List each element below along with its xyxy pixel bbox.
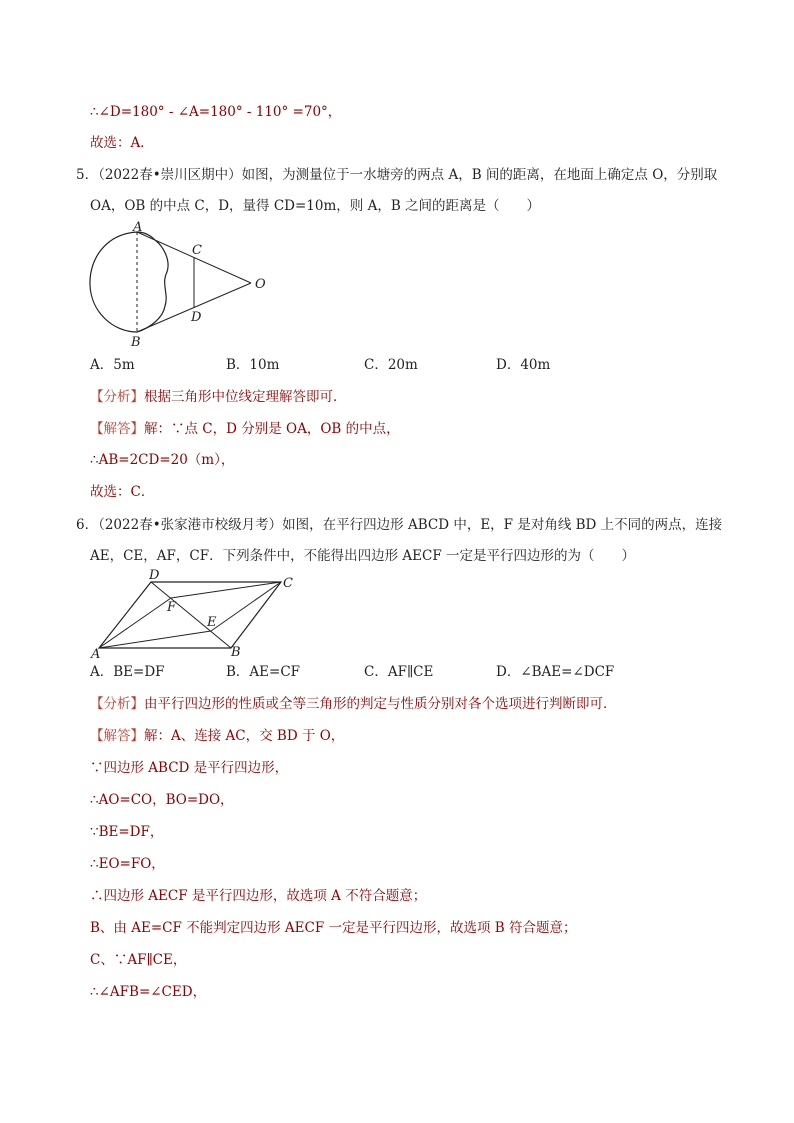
label-E: E: [207, 615, 217, 630]
q6-answer-8: C、∵AF∥CE，: [90, 952, 187, 968]
q5-pond-figure: [85, 220, 275, 350]
q6-analysis: [90, 694, 617, 714]
q6-analysis-text: 由平行四边形的性质或全等三角形的判定与性质分别对各个选项进行判断即可．: [144, 696, 617, 712]
segment-AE: [99, 631, 211, 648]
q5-analysis-tag: 【分析】: [90, 389, 144, 405]
label-B: B: [131, 335, 141, 350]
q5-analysis: [90, 387, 347, 407]
q5-answer-text-1: 解：∵点 C，D 分别是 OA，OB 的中点，: [144, 421, 400, 437]
q6-answer-4: ∵BE=DF，: [90, 824, 164, 840]
q5-answer-tag: 【解答】: [90, 421, 144, 437]
label-C: C: [283, 576, 293, 591]
label-A: A: [133, 220, 143, 235]
q6-analysis-tag: 【分析】: [90, 696, 144, 712]
q5-stem-line-2: OA，OB 的中点 C，D，量得 CD=10m，则 A，B 之间的距离是（ ）: [90, 198, 541, 214]
q6-answer-3: ∴AO=CO，BO=DO，: [90, 792, 234, 808]
pond-outline: [90, 232, 168, 332]
q5-option-b: B．10m: [226, 357, 280, 373]
q6-answer-text-1: 解：A、连接 AC，交 BD 于 O，: [144, 728, 345, 744]
q6-answer-2: ∵四边形 ABCD 是平行四边形，: [90, 760, 289, 776]
q6-option-b: B．AE=CF: [226, 664, 301, 680]
label-D: D: [149, 568, 160, 583]
q5-stem-line-1: 5．（2022春•崇川区期中）如图，为测量位于一水塘旁的两点 A，B 间的距离，在地面上确定点 O，分别取: [76, 167, 718, 183]
label-O: O: [255, 277, 266, 292]
q5-option-c: C．20m: [364, 357, 418, 373]
q5-option-d: D．40m: [496, 357, 551, 373]
q6-answer-1: [90, 726, 344, 746]
q5-answer-2: ∴AB=2CD=20（m），: [90, 452, 235, 468]
label-A: A: [91, 647, 101, 660]
label-C: C: [192, 243, 202, 258]
q6-parallelogram-figure: [85, 568, 305, 660]
label-D: D: [191, 310, 202, 325]
prev-line-2: 故选：A．: [90, 135, 154, 151]
q5-answer-3: 故选：C．: [90, 484, 155, 500]
q6-answer-9: ∴∠AFB=∠CED，: [90, 984, 207, 1000]
q6-stem-line-2: AE，CE，AF，CF．下列条件中，不能得出四边形 AECF 一定是平行四边形的为（ ）: [90, 548, 635, 564]
q6-option-d: D．∠BAE=∠DCF: [496, 664, 615, 680]
q5-answer-1: [90, 419, 400, 439]
segment-AF: [99, 598, 171, 648]
q6-option-c: C．AF∥CE: [364, 664, 434, 680]
label-F: F: [167, 600, 177, 615]
label-B: B: [231, 645, 241, 660]
q6-answer-5: ∴EO=FO，: [90, 856, 165, 872]
q6-option-a: A．BE=DF: [90, 664, 165, 680]
q6-stem-line-1: 6．（2022春•张家港市校级月考）如图，在平行四边形 ABCD 中，E，F 是对角线 BD 上不同的两点，连接: [76, 517, 723, 533]
prev-line-1: ∴∠D=180° - ∠A=180° - 110° =70°，: [90, 104, 342, 120]
q5-option-a: A．5m: [90, 357, 135, 373]
q5-analysis-text: 根据三角形中位线定理解答即可．: [144, 389, 347, 405]
segment-CE: [211, 582, 281, 631]
q6-answer-7: B、由 AE=CF 不能判定四边形 AECF 一定是平行四边形，故选项 B 符合题意；: [90, 920, 577, 936]
parallelogram-ABCD: [99, 582, 281, 648]
q6-answer-tag: 【解答】: [90, 728, 144, 744]
q6-answer-6: ∴四边形 AECF 是平行四边形，故选项 A 不符合题意；: [90, 888, 427, 904]
segment-CF: [171, 582, 281, 598]
